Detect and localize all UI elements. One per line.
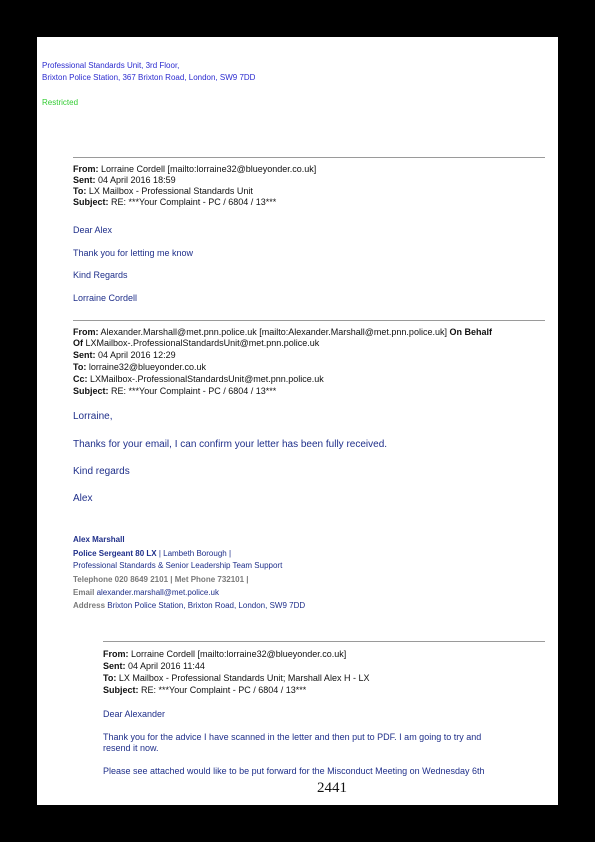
sig-address-value: Brixton Police Station, Brixton Road, London, SW9 7DD	[107, 601, 306, 610]
header-address-line-1: Professional Standards Unit, 3rd Floor,	[42, 61, 180, 70]
email2-from-value: Alexander.Marshall@met.pnn.police.uk [mailto:Alexander.Marshall@met.pnn.police.uk]	[100, 327, 447, 337]
email1-from-label: From:	[73, 164, 99, 174]
email2-sent-label: Sent:	[73, 350, 96, 360]
email3-sent-value: 04 April 2016 11:44	[128, 661, 205, 671]
email2-behalf-value: LXMailbox-.ProfessionalStandardsUnit@met.pnn.police.uk	[85, 338, 320, 348]
header-address-line-2: Brixton Police Station, 367 Brixton Road, London, SW9 7DD	[42, 73, 256, 82]
sig-borough: | Lambeth Borough |	[156, 549, 232, 558]
email3-greeting: Dear Alexander	[103, 709, 166, 719]
email3-sent-label: Sent:	[103, 661, 126, 671]
email2-cc-value: LXMailbox-.ProfessionalStandardsUnit@met.pnn.police.uk	[90, 374, 324, 384]
sig-email-label: Email	[73, 588, 95, 597]
email2-behalf-label: On Behalf	[449, 327, 492, 337]
email1-sent-value: 04 April 2016 18:59	[98, 175, 176, 185]
sig-rank-line	[73, 549, 231, 558]
email2-to-value: lorraine32@blueyonder.co.uk	[88, 362, 207, 372]
email1-subject-label: Subject:	[73, 197, 109, 207]
email1-subject-line	[73, 197, 276, 209]
sig-address-label: Address	[73, 601, 106, 610]
email1-from-value: Lorraine Cordell [mailto:lorraine32@blueyonder.co.uk]	[101, 164, 317, 174]
email1-body-line: Thank you for letting me know	[73, 248, 194, 258]
email3-to-label: To:	[103, 673, 117, 683]
email1-greeting: Dear Alex	[73, 225, 113, 235]
email1-closing: Kind Regards	[73, 270, 128, 280]
email3-from-label: From:	[103, 649, 129, 659]
email2-separator	[73, 320, 545, 321]
email2-behalf-of-label: Of	[73, 338, 83, 348]
email2-sent-line	[73, 350, 176, 362]
sig-email-line	[73, 588, 219, 597]
email2-to-label: To:	[73, 362, 87, 372]
email2-signoff: Alex	[73, 493, 93, 504]
email2-to-line	[73, 362, 206, 374]
email3-subject-value: RE: ***Your Complaint - PC / 6804 / 13***	[141, 685, 307, 695]
email2-from-label: From:	[73, 327, 99, 337]
email3-subject-line	[103, 685, 306, 697]
email2-subject-value: RE: ***Your Complaint - PC / 6804 / 13***	[111, 386, 277, 396]
email1-sent-label: Sent:	[73, 175, 96, 185]
email3-separator	[103, 641, 545, 642]
page-number: 2441	[317, 780, 347, 796]
email1-subject-value: RE: ***Your Complaint - PC / 6804 / 13***	[111, 197, 277, 207]
email2-subject-label: Subject:	[73, 386, 109, 396]
email2-from-line	[73, 327, 492, 339]
email3-from-line	[103, 649, 346, 661]
email1-signature: Lorraine Cordell	[73, 293, 138, 303]
sig-email-value: alexander.marshall@met.police.uk	[96, 588, 219, 597]
email1-sent-line	[73, 175, 176, 187]
email1-to-label: To:	[73, 186, 87, 196]
email2-greeting: Lorraine,	[73, 411, 113, 422]
email3-sent-line	[103, 661, 205, 673]
email3-body1-line2: resend it now.	[103, 743, 159, 753]
email2-sent-value: 04 April 2016 12:29	[98, 350, 176, 360]
email1-to-line	[73, 186, 253, 198]
email3-body1-line1: Thank you for the advice I have scanned in the letter and then put to PDF. I am going to try and	[103, 732, 482, 742]
sig-phone: Telephone 020 8649 2101 | Met Phone 732101 |	[73, 575, 249, 584]
email3-to-value: LX Mailbox - Professional Standards Unit; Marshall Alex H - LX	[118, 673, 370, 683]
email2-cc-line	[73, 374, 324, 386]
classification-label: Restricted	[42, 98, 79, 107]
sig-rank: Police Sergeant 80 LX	[73, 549, 157, 558]
email2-subject-line	[73, 386, 276, 398]
email3-body2-line1: Please see attached would like to be put forward for the Misconduct Meeting on Wednesday 6th	[103, 766, 485, 776]
email3-from-value: Lorraine Cordell [mailto:lorraine32@blueyonder.co.uk]	[131, 649, 347, 659]
email1-to-value: LX Mailbox - Professional Standards Unit	[88, 186, 253, 196]
email2-behalf-line	[73, 338, 319, 350]
email3-to-line	[103, 673, 369, 685]
sig-address-line	[73, 601, 305, 610]
email3-subject-label: Subject:	[103, 685, 139, 695]
document-page	[37, 37, 558, 805]
email2-cc-label: Cc:	[73, 374, 88, 384]
email2-body-line: Thanks for your email, I can confirm your letter has been fully received.	[73, 439, 388, 450]
email1-separator	[73, 157, 545, 158]
sig-name: Alex Marshall	[73, 535, 125, 544]
sig-dept: Professional Standards & Senior Leadership Team Support	[73, 561, 283, 570]
email1-from-line	[73, 164, 316, 176]
email2-closing: Kind regards	[73, 466, 130, 477]
